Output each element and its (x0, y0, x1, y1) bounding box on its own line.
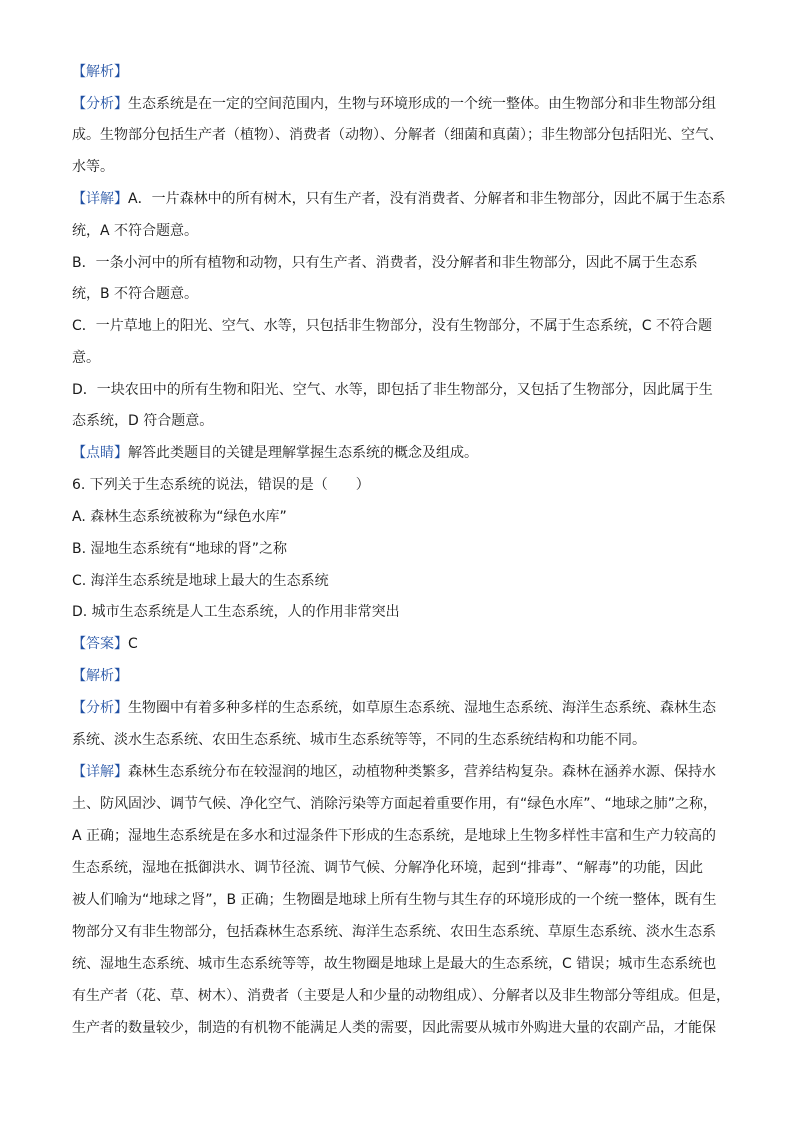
fenxi-text: 生态系统是在一定的空间范围内，生物与环境形成的一个统一整体。由生物部分和非生物部分组 (128, 96, 716, 112)
option-d: D. 城市生态系统是人工生态系统，人的作用非常突出 (72, 604, 400, 620)
xiangjie6-line-5: 被人们喻为“地球之肾”，B 正确；生物圈是地球上所有生物与其生存的环境形成的一个统一整体，既有生 (72, 892, 717, 908)
xiangjie6-line-6: 物部分又有非生物部分，包括森林生态系统、海洋生态系统、农田生态系统、草原生态系统、淡水生态系 (72, 924, 716, 940)
option-a: A. 森林生态系统被称为“绿色水库” (72, 509, 287, 525)
fenxi6-line-2: 系统、淡水生态系统、农田生态系统、城市生态系统等等，不同的生态系统结构和功能不同。 (72, 732, 646, 748)
dianjing-text: 解答此类题目的关键是理解掌握生态系统的概念及组成。 (128, 445, 478, 461)
xiangjie-line-b2: 统，B 不符合题意。 (72, 286, 199, 302)
option-b: B. 湿地生态系统有“地球的肾”之称 (72, 541, 288, 557)
answer-label: 【答案】 (72, 636, 128, 652)
xiangjie-line-b1: B．一条小河中的所有植物和动物，只有生产者、消费者，没分解者和非生物部分，因此不属于生态系 (72, 255, 698, 271)
xiangjie-line-d2: 态系统，D 符合题意。 (72, 413, 214, 429)
fenxi-line-3: 水等。 (72, 159, 114, 175)
xiangjie6-label: 【详解】 (72, 764, 128, 780)
xiangjie6-line-1 (72, 762, 716, 782)
dianjing-label: 【点睛】 (72, 445, 128, 461)
xiangjie-line-a1 (72, 189, 726, 209)
analysis-heading: 【解析】 (72, 64, 128, 80)
xiangjie-label: 【详解】 (72, 191, 128, 207)
xiangjie-line-c2: 意。 (72, 350, 100, 366)
xiangjie6-line-7: 统、湿地生态系统、城市生态系统等等，故生物圈是地球上是最大的生态系统，C 错误；城市生态系统也 (72, 956, 717, 972)
xiangjie6-line-4: 生态系统，湿地在抵御洪水、调节径流、调节气候、分解净化环境，起到“排毒”、“解毒”的功能，因此 (72, 860, 704, 876)
fenxi6-line-1 (72, 698, 716, 718)
analysis-heading-6: 【解析】 (72, 668, 128, 684)
xiangjie-line-c1: C．一片草地上的阳光、空气、水等，只包括非生物部分，没有生物部分，不属于生态系统，C 不符合题 (72, 318, 712, 334)
xiangjie6-line-9: 生产者的数量较少，制造的有机物不能满足人类的需要，因此需要从城市外购进大量的农副产品，才能保 (72, 1020, 716, 1036)
xiangjie6-line-8: 有生产者（花、草、树木）、消费者（主要是人和少量的动物组成）、分解者以及非生物部分等组成。但是， (72, 988, 730, 1004)
dianjing-line (72, 443, 478, 463)
fenxi-line-2: 成。生物部分包括生产者（植物）、消费者（动物）、分解者（细菌和真菌）；非生物部分包括阳光、空气、 (72, 127, 723, 143)
fenxi6-text: 生物圈中有着多种多样的生态系统，如草原生态系统、湿地生态系统、海洋生态系统、森林生态 (128, 700, 716, 716)
answer-line (72, 634, 138, 654)
fenxi6-label: 【分析】 (72, 700, 128, 716)
xiangjie-line-d1: D．一块农田中的所有生物和阳光、空气、水等，即包括了非生物部分，又包括了生物部分，因此属于生 (72, 382, 713, 398)
xiangjie6-text-1: 森林生态系统分布在较湿润的地区，动植物种类繁多，营养结构复杂。森林在涵养水源、保持水 (128, 764, 716, 780)
xiangjie-text-a1: A．一片森林中的所有树木，只有生产者，没有消费者、分解者和非生物部分，因此不属于生态系 (128, 191, 726, 207)
xiangjie-line-a2: 统，A 不符合题意。 (72, 223, 199, 239)
answer-value: C (128, 636, 138, 652)
option-c: C. 海洋生态系统是地球上最大的生态系统 (72, 573, 329, 589)
xiangjie6-line-3: A 正确；湿地生态系统是在多水和过湿条件下形成的生态系统，是地球上生物多样性丰富和生产力较高的 (72, 828, 717, 844)
fenxi-line-1 (72, 94, 716, 114)
xiangjie6-line-2: 土、防风固沙、调节气候、净化空气、消除污染等方面起着重要作用，有“绿色水库”、“地球之肺”之称， (72, 796, 718, 812)
fenxi-label: 【分析】 (72, 96, 128, 112)
question-6-stem: 6. 下列关于生态系统的说法，错误的是（ ） (72, 477, 370, 493)
